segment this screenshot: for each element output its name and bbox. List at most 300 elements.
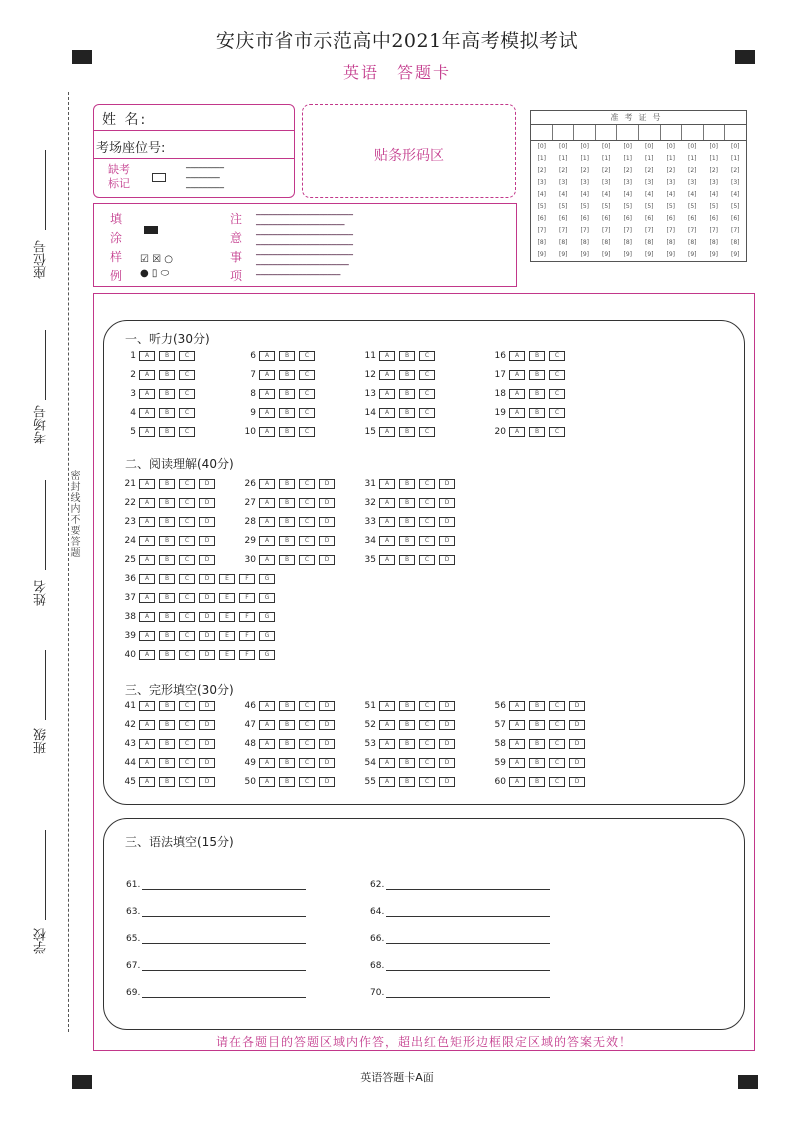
option-bubble-a[interactable]: A: [509, 427, 525, 437]
option-bubble-d[interactable]: D: [199, 517, 215, 527]
option-bubble-b[interactable]: B: [279, 739, 295, 749]
digit-bubble[interactable]: [7]: [602, 227, 611, 234]
option-bubble-b[interactable]: B: [399, 720, 415, 730]
digit-bubble[interactable]: [2]: [537, 167, 546, 174]
option-bubble-a[interactable]: A: [379, 739, 395, 749]
option-bubble-d[interactable]: D: [199, 701, 215, 711]
option-bubble-b[interactable]: B: [279, 351, 295, 361]
grammar-blank[interactable]: [126, 880, 306, 890]
option-bubble-d[interactable]: D: [319, 701, 335, 711]
exam-number-digit-rows[interactable]: [531, 141, 746, 261]
option-bubble-a[interactable]: A: [509, 739, 525, 749]
option-bubble-f[interactable]: F: [239, 593, 255, 603]
option-bubble-b[interactable]: B: [159, 389, 175, 399]
option-bubble-b[interactable]: B: [159, 370, 175, 380]
option-bubble-d[interactable]: D: [319, 777, 335, 787]
digit-bubble[interactable]: [0]: [666, 143, 675, 150]
option-bubble-b[interactable]: B: [159, 739, 175, 749]
name-field-underline[interactable]: [94, 130, 294, 131]
digit-bubble[interactable]: [4]: [602, 191, 611, 198]
option-bubble-b[interactable]: B: [279, 408, 295, 418]
option-bubble-c[interactable]: C: [299, 739, 315, 749]
option-bubble-a[interactable]: A: [379, 389, 395, 399]
digit-bubble[interactable]: [5]: [709, 203, 718, 210]
option-bubble-e[interactable]: E: [219, 631, 235, 641]
blank-line[interactable]: [386, 997, 550, 998]
digit-bubble[interactable]: [7]: [623, 227, 632, 234]
option-bubble-d[interactable]: D: [439, 777, 455, 787]
option-bubble-a[interactable]: A: [139, 574, 155, 584]
option-bubble-a[interactable]: A: [509, 701, 525, 711]
option-bubble-a[interactable]: A: [509, 389, 525, 399]
option-bubble-a[interactable]: A: [139, 650, 155, 660]
option-bubble-f[interactable]: F: [239, 574, 255, 584]
option-bubble-a[interactable]: A: [139, 758, 155, 768]
option-bubble-b[interactable]: B: [159, 777, 175, 787]
digit-bubble[interactable]: [8]: [645, 239, 654, 246]
digit-bubble[interactable]: [7]: [645, 227, 654, 234]
option-bubble-b[interactable]: B: [399, 498, 415, 508]
option-bubble-c[interactable]: C: [419, 739, 435, 749]
option-bubble-a[interactable]: A: [379, 370, 395, 380]
option-bubble-c[interactable]: C: [179, 593, 195, 603]
option-bubble-a[interactable]: A: [379, 517, 395, 527]
digit-row[interactable]: [531, 213, 746, 225]
option-bubble-c[interactable]: C: [299, 389, 315, 399]
digit-bubble[interactable]: [3]: [580, 179, 589, 186]
digit-bubble[interactable]: [0]: [709, 143, 718, 150]
option-bubble-c[interactable]: C: [179, 389, 195, 399]
option-bubble-c[interactable]: C: [179, 370, 195, 380]
option-bubble-d[interactable]: D: [439, 701, 455, 711]
digit-bubble[interactable]: [6]: [731, 215, 740, 222]
option-bubble-c[interactable]: C: [549, 739, 565, 749]
digit-bubble[interactable]: [8]: [709, 239, 718, 246]
digit-bubble[interactable]: [7]: [537, 227, 546, 234]
option-bubble-a[interactable]: A: [259, 408, 275, 418]
digit-bubble[interactable]: [0]: [645, 143, 654, 150]
digit-bubble[interactable]: [3]: [537, 179, 546, 186]
option-bubble-b[interactable]: B: [159, 650, 175, 660]
option-bubble-a[interactable]: A: [379, 720, 395, 730]
digit-bubble[interactable]: [5]: [731, 203, 740, 210]
option-bubble-c[interactable]: C: [419, 498, 435, 508]
option-bubble-a[interactable]: A: [259, 351, 275, 361]
option-bubble-c[interactable]: C: [419, 555, 435, 565]
option-bubble-b[interactable]: B: [399, 370, 415, 380]
grammar-blank[interactable]: [126, 934, 306, 944]
option-bubble-b[interactable]: B: [279, 720, 295, 730]
option-bubble-d[interactable]: D: [569, 720, 585, 730]
option-bubble-d[interactable]: D: [199, 777, 215, 787]
option-bubble-a[interactable]: A: [379, 555, 395, 565]
blank-line[interactable]: [142, 916, 306, 917]
option-bubble-a[interactable]: A: [139, 389, 155, 399]
digit-bubble[interactable]: [8]: [688, 239, 697, 246]
digit-bubble[interactable]: [5]: [688, 203, 697, 210]
option-bubble-c[interactable]: C: [419, 427, 435, 437]
option-bubble-a[interactable]: A: [139, 612, 155, 622]
blank-line[interactable]: [386, 916, 550, 917]
option-bubble-a[interactable]: A: [259, 389, 275, 399]
grammar-blank[interactable]: [370, 934, 550, 944]
digit-bubble[interactable]: [9]: [559, 251, 568, 258]
option-bubble-c[interactable]: C: [549, 408, 565, 418]
digit-bubble[interactable]: [7]: [580, 227, 589, 234]
option-bubble-b[interactable]: B: [399, 777, 415, 787]
option-bubble-d[interactable]: D: [319, 536, 335, 546]
digit-bubble[interactable]: [5]: [645, 203, 654, 210]
option-bubble-a[interactable]: A: [139, 498, 155, 508]
option-bubble-b[interactable]: B: [279, 479, 295, 489]
option-bubble-c[interactable]: C: [179, 536, 195, 546]
option-bubble-d[interactable]: D: [199, 631, 215, 641]
option-bubble-c[interactable]: C: [549, 777, 565, 787]
digit-bubble[interactable]: [9]: [537, 251, 546, 258]
digit-bubble[interactable]: [2]: [602, 167, 611, 174]
digit-bubble[interactable]: [5]: [666, 203, 675, 210]
option-bubble-b[interactable]: B: [529, 777, 545, 787]
digit-bubble[interactable]: [9]: [602, 251, 611, 258]
option-bubble-a[interactable]: A: [259, 758, 275, 768]
digit-bubble[interactable]: [4]: [645, 191, 654, 198]
option-bubble-b[interactable]: B: [399, 479, 415, 489]
option-bubble-c[interactable]: C: [179, 498, 195, 508]
digit-bubble[interactable]: [1]: [731, 155, 740, 162]
option-bubble-c[interactable]: C: [299, 555, 315, 565]
option-bubble-a[interactable]: A: [139, 370, 155, 380]
digit-bubble[interactable]: [6]: [580, 215, 589, 222]
option-bubble-a[interactable]: A: [139, 536, 155, 546]
option-bubble-a[interactable]: A: [259, 479, 275, 489]
option-bubble-a[interactable]: A: [139, 739, 155, 749]
digit-bubble[interactable]: [5]: [623, 203, 632, 210]
option-bubble-g[interactable]: G: [259, 593, 275, 603]
digit-bubble[interactable]: [3]: [731, 179, 740, 186]
option-bubble-b[interactable]: B: [399, 555, 415, 565]
option-bubble-d[interactable]: D: [569, 701, 585, 711]
digit-bubble[interactable]: [1]: [623, 155, 632, 162]
grammar-blank[interactable]: [370, 880, 550, 890]
option-bubble-c[interactable]: C: [179, 574, 195, 584]
option-bubble-a[interactable]: A: [509, 370, 525, 380]
digit-row[interactable]: [531, 153, 746, 165]
digit-bubble[interactable]: [2]: [688, 167, 697, 174]
grammar-blank[interactable]: [370, 907, 550, 917]
option-bubble-d[interactable]: D: [439, 498, 455, 508]
digit-bubble[interactable]: [2]: [731, 167, 740, 174]
option-bubble-a[interactable]: A: [509, 720, 525, 730]
option-bubble-c[interactable]: C: [299, 517, 315, 527]
digit-bubble[interactable]: [4]: [731, 191, 740, 198]
option-bubble-b[interactable]: B: [279, 758, 295, 768]
option-bubble-d[interactable]: D: [439, 720, 455, 730]
digit-bubble[interactable]: [9]: [731, 251, 740, 258]
digit-bubble[interactable]: [7]: [709, 227, 718, 234]
digit-row[interactable]: [531, 237, 746, 249]
option-bubble-d[interactable]: D: [199, 593, 215, 603]
option-bubble-b[interactable]: B: [529, 389, 545, 399]
blank-line[interactable]: [142, 889, 306, 890]
digit-bubble[interactable]: [5]: [580, 203, 589, 210]
seat-field-underline[interactable]: [94, 158, 294, 159]
digit-row[interactable]: [531, 165, 746, 177]
digit-bubble[interactable]: [1]: [709, 155, 718, 162]
digit-bubble[interactable]: [0]: [731, 143, 740, 150]
option-bubble-c[interactable]: C: [419, 479, 435, 489]
option-bubble-b[interactable]: B: [279, 777, 295, 787]
option-bubble-d[interactable]: D: [439, 739, 455, 749]
option-bubble-d[interactable]: D: [199, 574, 215, 584]
option-bubble-f[interactable]: F: [239, 612, 255, 622]
digit-bubble[interactable]: [2]: [709, 167, 718, 174]
class-field-line[interactable]: [45, 650, 46, 720]
digit-bubble[interactable]: [4]: [559, 191, 568, 198]
option-bubble-c[interactable]: C: [419, 720, 435, 730]
option-bubble-a[interactable]: A: [139, 408, 155, 418]
option-bubble-d[interactable]: D: [569, 758, 585, 768]
digit-bubble[interactable]: [2]: [559, 167, 568, 174]
digit-bubble[interactable]: [6]: [709, 215, 718, 222]
option-bubble-c[interactable]: C: [549, 427, 565, 437]
digit-bubble[interactable]: [1]: [537, 155, 546, 162]
digit-bubble[interactable]: [3]: [602, 179, 611, 186]
grammar-blank[interactable]: [370, 988, 550, 998]
option-bubble-c[interactable]: C: [299, 408, 315, 418]
option-bubble-b[interactable]: B: [279, 701, 295, 711]
option-bubble-b[interactable]: B: [159, 574, 175, 584]
option-bubble-b[interactable]: B: [159, 758, 175, 768]
option-bubble-b[interactable]: B: [399, 408, 415, 418]
option-bubble-a[interactable]: A: [379, 758, 395, 768]
option-bubble-d[interactable]: D: [199, 612, 215, 622]
option-bubble-b[interactable]: B: [529, 701, 545, 711]
option-bubble-a[interactable]: A: [259, 777, 275, 787]
option-bubble-d[interactable]: D: [569, 739, 585, 749]
option-bubble-d[interactable]: D: [199, 498, 215, 508]
option-bubble-c[interactable]: C: [419, 758, 435, 768]
option-bubble-a[interactable]: A: [509, 758, 525, 768]
option-bubble-a[interactable]: A: [379, 498, 395, 508]
option-bubble-c[interactable]: C: [179, 612, 195, 622]
option-bubble-a[interactable]: A: [259, 701, 275, 711]
option-bubble-b[interactable]: B: [159, 536, 175, 546]
option-bubble-a[interactable]: A: [259, 427, 275, 437]
option-bubble-b[interactable]: B: [529, 427, 545, 437]
digit-row[interactable]: [531, 189, 746, 201]
digit-row[interactable]: [531, 249, 746, 261]
digit-bubble[interactable]: [7]: [688, 227, 697, 234]
option-bubble-e[interactable]: E: [219, 593, 235, 603]
option-bubble-d[interactable]: D: [199, 650, 215, 660]
option-bubble-d[interactable]: D: [319, 758, 335, 768]
option-bubble-a[interactable]: A: [379, 408, 395, 418]
option-bubble-b[interactable]: B: [279, 555, 295, 565]
option-bubble-a[interactable]: A: [139, 701, 155, 711]
option-bubble-a[interactable]: A: [259, 720, 275, 730]
digit-bubble[interactable]: [3]: [623, 179, 632, 186]
option-bubble-a[interactable]: A: [139, 720, 155, 730]
digit-row[interactable]: [531, 177, 746, 189]
digit-bubble[interactable]: [0]: [688, 143, 697, 150]
option-bubble-a[interactable]: A: [379, 351, 395, 361]
digit-bubble[interactable]: [9]: [666, 251, 675, 258]
digit-bubble[interactable]: [2]: [645, 167, 654, 174]
digit-bubble[interactable]: [3]: [666, 179, 675, 186]
digit-bubble[interactable]: [4]: [537, 191, 546, 198]
digit-bubble[interactable]: [0]: [559, 143, 568, 150]
option-bubble-b[interactable]: B: [399, 536, 415, 546]
option-bubble-g[interactable]: G: [259, 574, 275, 584]
option-bubble-d[interactable]: D: [319, 555, 335, 565]
blank-line[interactable]: [142, 943, 306, 944]
digit-bubble[interactable]: [5]: [602, 203, 611, 210]
option-bubble-e[interactable]: E: [219, 574, 235, 584]
option-bubble-f[interactable]: F: [239, 631, 255, 641]
option-bubble-b[interactable]: B: [159, 427, 175, 437]
option-bubble-b[interactable]: B: [399, 701, 415, 711]
option-bubble-d[interactable]: D: [319, 517, 335, 527]
digit-bubble[interactable]: [0]: [537, 143, 546, 150]
digit-bubble[interactable]: [3]: [709, 179, 718, 186]
digit-bubble[interactable]: [6]: [559, 215, 568, 222]
option-bubble-a[interactable]: A: [259, 536, 275, 546]
option-bubble-c[interactable]: C: [549, 370, 565, 380]
option-bubble-a[interactable]: A: [379, 536, 395, 546]
option-bubble-c[interactable]: C: [179, 701, 195, 711]
option-bubble-b[interactable]: B: [279, 536, 295, 546]
option-bubble-b[interactable]: B: [529, 351, 545, 361]
digit-bubble[interactable]: [9]: [580, 251, 589, 258]
digit-bubble[interactable]: [5]: [559, 203, 568, 210]
digit-row[interactable]: [531, 201, 746, 213]
digit-bubble[interactable]: [8]: [580, 239, 589, 246]
option-bubble-c[interactable]: C: [179, 351, 195, 361]
option-bubble-d[interactable]: D: [439, 758, 455, 768]
digit-bubble[interactable]: [6]: [537, 215, 546, 222]
digit-bubble[interactable]: [2]: [580, 167, 589, 174]
option-bubble-c[interactable]: C: [419, 701, 435, 711]
option-bubble-d[interactable]: D: [319, 479, 335, 489]
option-bubble-c[interactable]: C: [179, 650, 195, 660]
digit-bubble[interactable]: [4]: [709, 191, 718, 198]
option-bubble-a[interactable]: A: [139, 479, 155, 489]
option-bubble-d[interactable]: D: [439, 536, 455, 546]
digit-bubble[interactable]: [1]: [645, 155, 654, 162]
option-bubble-a[interactable]: A: [379, 701, 395, 711]
option-bubble-b[interactable]: B: [399, 517, 415, 527]
digit-bubble[interactable]: [1]: [602, 155, 611, 162]
option-bubble-c[interactable]: C: [299, 351, 315, 361]
option-bubble-b[interactable]: B: [159, 479, 175, 489]
option-bubble-c[interactable]: C: [549, 701, 565, 711]
option-bubble-a[interactable]: A: [509, 351, 525, 361]
absent-checkbox[interactable]: [152, 173, 166, 182]
option-bubble-b[interactable]: B: [399, 758, 415, 768]
option-bubble-a[interactable]: A: [259, 517, 275, 527]
digit-bubble[interactable]: [3]: [559, 179, 568, 186]
option-bubble-d[interactable]: D: [199, 479, 215, 489]
option-bubble-a[interactable]: A: [139, 555, 155, 565]
digit-bubble[interactable]: [9]: [709, 251, 718, 258]
option-bubble-c[interactable]: C: [419, 389, 435, 399]
option-bubble-b[interactable]: B: [399, 739, 415, 749]
option-bubble-d[interactable]: D: [199, 739, 215, 749]
option-bubble-f[interactable]: F: [239, 650, 255, 660]
option-bubble-b[interactable]: B: [399, 351, 415, 361]
option-bubble-c[interactable]: C: [179, 720, 195, 730]
option-bubble-c[interactable]: C: [549, 351, 565, 361]
option-bubble-b[interactable]: B: [399, 389, 415, 399]
option-bubble-c[interactable]: C: [549, 758, 565, 768]
option-bubble-b[interactable]: B: [159, 701, 175, 711]
option-bubble-b[interactable]: B: [279, 389, 295, 399]
digit-bubble[interactable]: [7]: [666, 227, 675, 234]
option-bubble-c[interactable]: C: [179, 555, 195, 565]
option-bubble-c[interactable]: C: [549, 389, 565, 399]
option-bubble-b[interactable]: B: [529, 408, 545, 418]
option-bubble-b[interactable]: B: [159, 612, 175, 622]
option-bubble-d[interactable]: D: [199, 555, 215, 565]
option-bubble-c[interactable]: C: [179, 631, 195, 641]
digit-row[interactable]: [531, 141, 746, 153]
option-bubble-c[interactable]: C: [299, 370, 315, 380]
digit-bubble[interactable]: [3]: [688, 179, 697, 186]
option-bubble-a[interactable]: A: [139, 593, 155, 603]
option-bubble-e[interactable]: E: [219, 650, 235, 660]
option-bubble-c[interactable]: C: [299, 758, 315, 768]
option-bubble-c[interactable]: C: [179, 758, 195, 768]
option-bubble-b[interactable]: B: [159, 517, 175, 527]
blank-line[interactable]: [386, 889, 550, 890]
digit-bubble[interactable]: [0]: [580, 143, 589, 150]
blank-line[interactable]: [386, 943, 550, 944]
grammar-blank[interactable]: [370, 961, 550, 971]
blank-line[interactable]: [142, 997, 306, 998]
option-bubble-d[interactable]: D: [199, 758, 215, 768]
option-bubble-a[interactable]: A: [509, 777, 525, 787]
option-bubble-a[interactable]: A: [139, 631, 155, 641]
option-bubble-a[interactable]: A: [379, 777, 395, 787]
option-bubble-d[interactable]: D: [319, 739, 335, 749]
option-bubble-b[interactable]: B: [159, 498, 175, 508]
option-bubble-d[interactable]: D: [439, 555, 455, 565]
exam-number-entry-row[interactable]: [531, 125, 746, 141]
option-bubble-a[interactable]: A: [259, 370, 275, 380]
option-bubble-c[interactable]: C: [299, 427, 315, 437]
option-bubble-g[interactable]: G: [259, 612, 275, 622]
option-bubble-b[interactable]: B: [159, 555, 175, 565]
digit-bubble[interactable]: [8]: [559, 239, 568, 246]
blank-line[interactable]: [386, 970, 550, 971]
digit-bubble[interactable]: [8]: [537, 239, 546, 246]
option-bubble-c[interactable]: C: [179, 427, 195, 437]
digit-bubble[interactable]: [6]: [645, 215, 654, 222]
option-bubble-d[interactable]: D: [319, 720, 335, 730]
option-bubble-b[interactable]: B: [529, 758, 545, 768]
option-bubble-g[interactable]: G: [259, 631, 275, 641]
option-bubble-d[interactable]: D: [439, 479, 455, 489]
school-field-line[interactable]: [45, 830, 46, 920]
option-bubble-a[interactable]: A: [139, 777, 155, 787]
digit-bubble[interactable]: [8]: [623, 239, 632, 246]
digit-bubble[interactable]: [7]: [559, 227, 568, 234]
digit-bubble[interactable]: [4]: [666, 191, 675, 198]
digit-bubble[interactable]: [9]: [645, 251, 654, 258]
grammar-blank[interactable]: [126, 988, 306, 998]
option-bubble-g[interactable]: G: [259, 650, 275, 660]
digit-bubble[interactable]: [6]: [623, 215, 632, 222]
